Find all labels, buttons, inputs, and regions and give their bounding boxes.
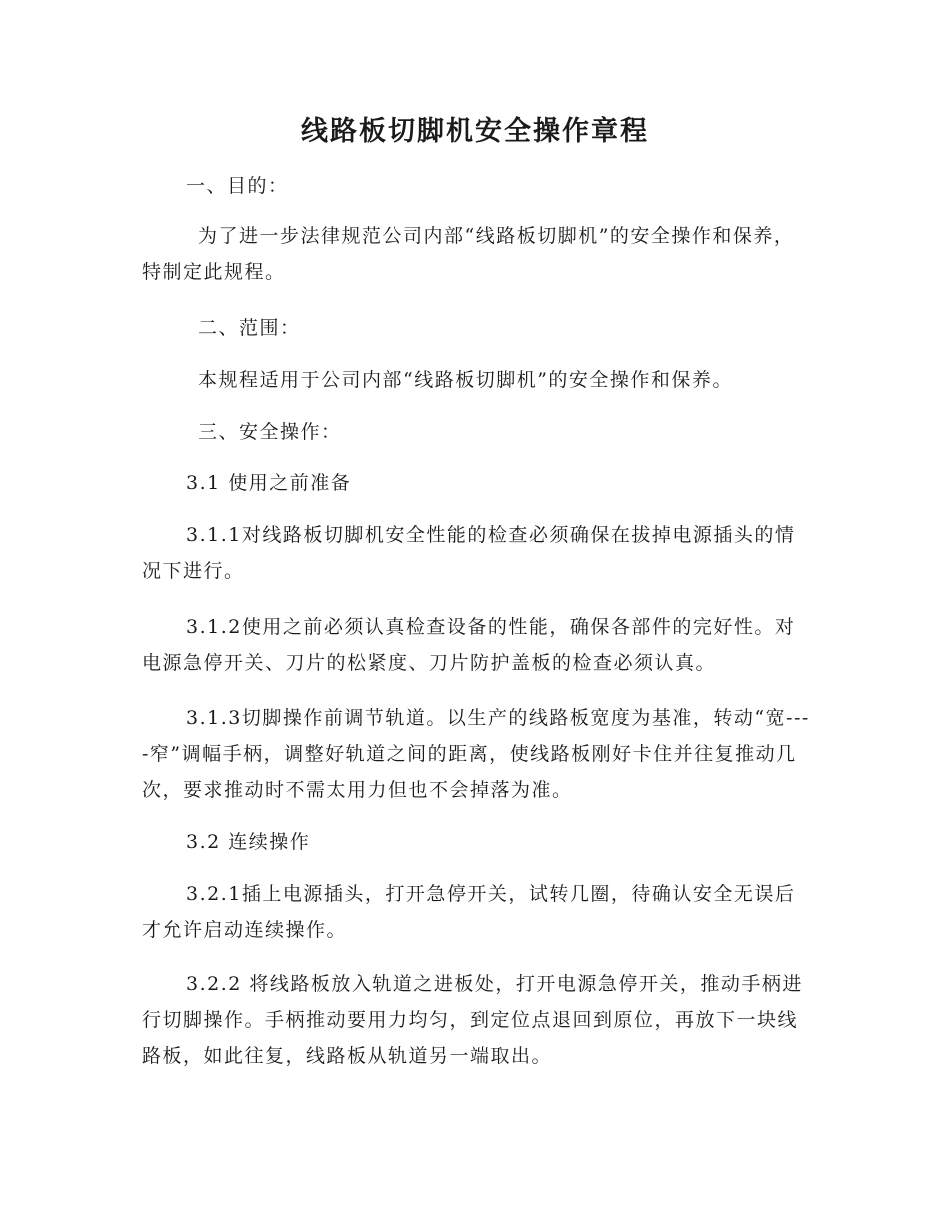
paragraph-purpose: 为了进一步法律规范公司内部“线路板切脚机”的安全操作和保养，特制定此规程。 — [142, 225, 795, 283]
subsection-heading-3-1: 3.1 使用之前准备 — [186, 472, 352, 494]
paragraph-3-1-1: 3.1.1对线路板切脚机安全性能的检查必须确保在拔掉电源插头的情况下进行。 — [142, 524, 796, 582]
paragraph-3-2-2: 3.2.2 将线路板放入轨道之进板处，打开电源急停开关，推动手柄进行切脚操作。手柄推动要用力均匀，到定位点退回到原位，再放下一块线路板，如此往复，线路板从轨道另一端取出。 — [142, 973, 803, 1067]
section-heading-purpose: 一、目的： — [186, 175, 289, 197]
paragraph-3-1-2: 3.1.2使用之前必须认真检查设备的性能，确保各部件的完好性。对电源急停开关、刀片的松紧度、刀片防护盖板的检查必须认真。 — [142, 616, 796, 674]
document-title: 线路板切脚机安全操作章程 — [301, 116, 649, 147]
subsection-heading-3-2: 3.2 连续操作 — [186, 831, 311, 853]
paragraph-3-1-3: 3.1.3切脚操作前调节轨道。以生产的线路板宽度为基准，转动“宽----窄”调幅手柄，调整好轨道之间的距离，使线路板刚好卡住并往复推动几次，要求推动时不需太用力但也不会掉落为准。 — [142, 707, 810, 801]
paragraph-3-2-1: 3.2.1插上电源插头，打开急停开关，试转几圈，待确认安全无误后才允许启动连续操作。 — [142, 883, 796, 941]
section-heading-scope: 二、范围： — [198, 317, 301, 339]
section-heading-safety-operation: 三、安全操作： — [198, 421, 342, 443]
paragraph-scope: 本规程适用于公司内部“线路板切脚机”的安全操作和保养。 — [198, 369, 733, 391]
